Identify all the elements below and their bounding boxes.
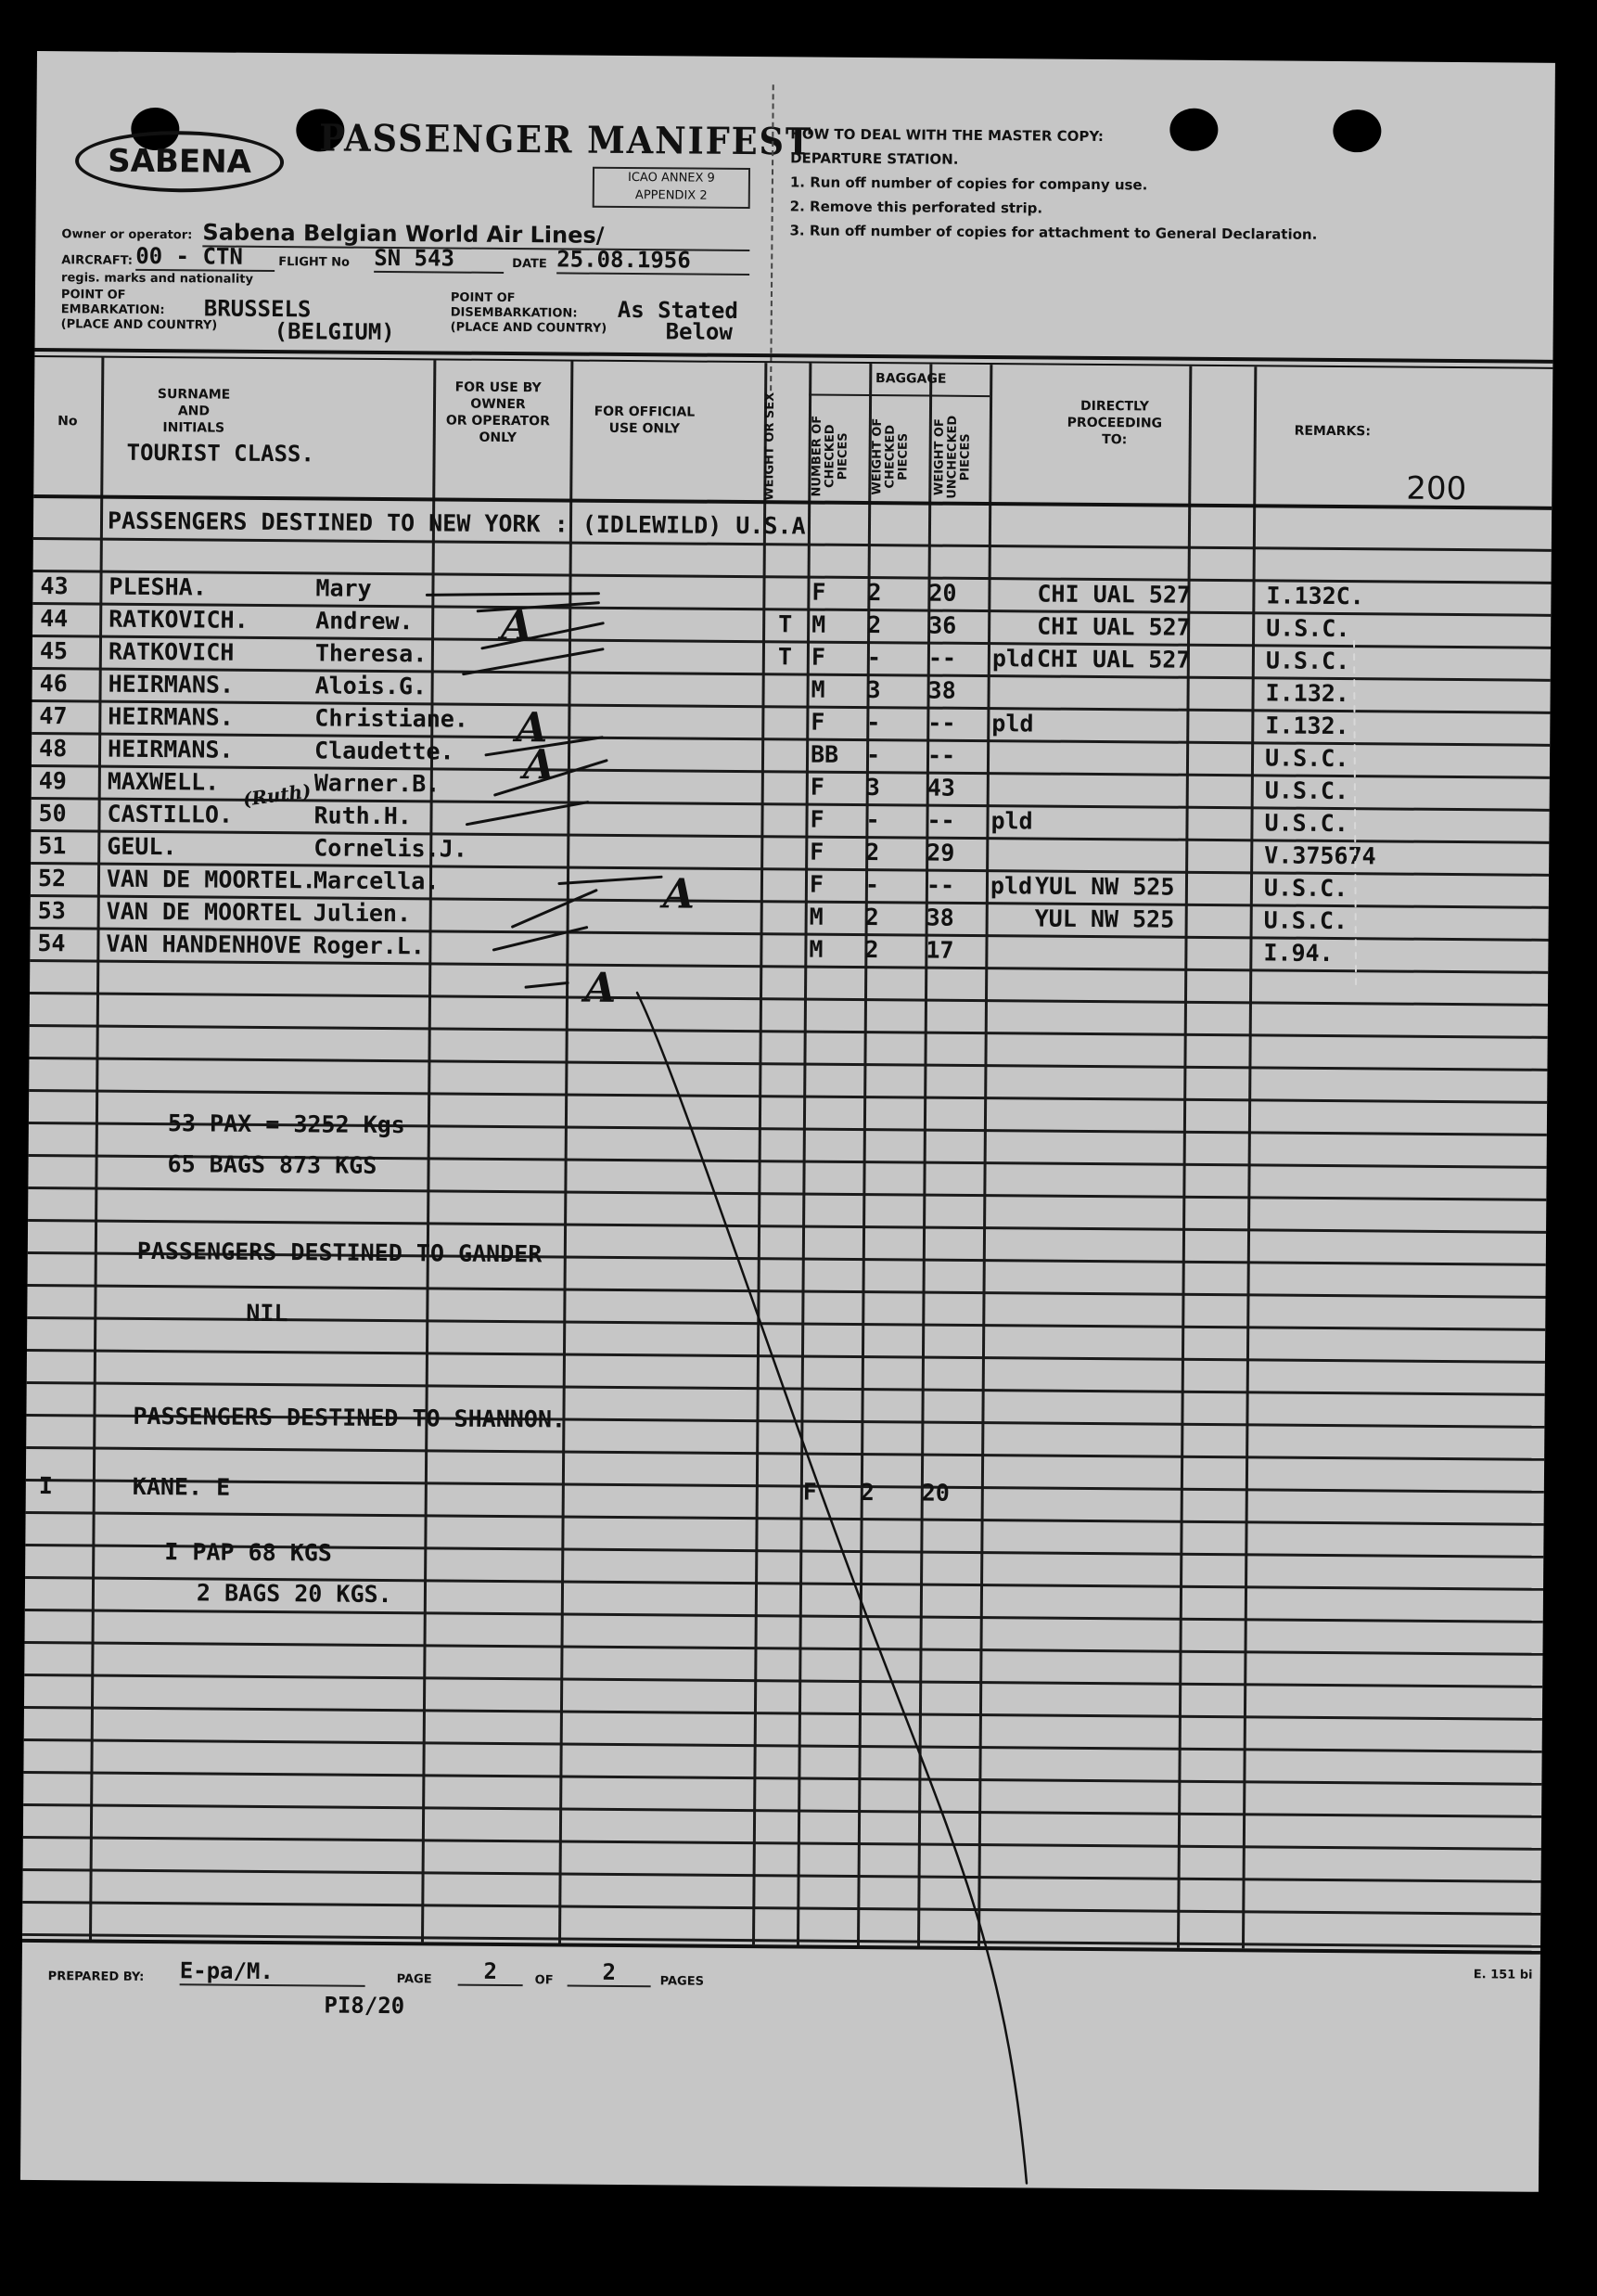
totals-shannon-1: I PAP 68 KGS xyxy=(164,1538,333,1567)
date-label: DATE xyxy=(512,257,547,272)
instructions-step-3: 3. Run off number of copies for attachment to General Declaration. xyxy=(789,222,1318,243)
col-header-owner-4: ONLY xyxy=(479,430,517,446)
col-header-surname-3: INITIALS xyxy=(162,420,225,436)
passenger-surname: MAXWELL. xyxy=(107,767,220,796)
ink-stroke xyxy=(482,622,603,649)
page-title: PASSENGER MANIFEST xyxy=(319,116,813,164)
faint-mark xyxy=(1351,641,1359,989)
section-new-york: PASSENGERS DESTINED TO NEW YORK : (IDLEWILD) U.S.A xyxy=(107,507,806,540)
shannon-passenger-weight: 20 xyxy=(921,1479,951,1507)
passenger-sex: F xyxy=(809,870,824,898)
instructions-title-2: DEPARTURE STATION. xyxy=(790,149,959,168)
passenger-unchecked: pld xyxy=(990,872,1033,900)
col-header-directly-1: DIRECTLY xyxy=(1080,398,1150,415)
sabena-logo: SABENA xyxy=(75,130,285,193)
passenger-weight: 20 xyxy=(928,579,957,607)
passenger-unchecked: pld xyxy=(991,645,1035,673)
col-header-directly-2: PROCEEDING xyxy=(1067,415,1163,431)
passenger-first: Andrew. xyxy=(315,607,414,635)
ink-stroke xyxy=(464,648,603,675)
passenger-sex: F xyxy=(810,838,824,866)
passenger-weight: -- xyxy=(926,806,955,834)
class-label: TOURIST CLASS. xyxy=(126,439,315,468)
section-shannon: PASSENGERS DESTINED TO SHANNON. xyxy=(133,1402,567,1433)
flight-value: SN 543 xyxy=(374,245,504,274)
passenger-pieces: - xyxy=(864,871,880,899)
embark-country: (BELGIUM) xyxy=(274,318,395,346)
disembark-label-1: POINT OF xyxy=(450,290,516,306)
passenger-t: T xyxy=(778,610,793,638)
passenger-proceed: YUL NW 525 xyxy=(1034,904,1175,933)
ink-stroke xyxy=(427,592,598,596)
regis-label: regis. marks and nationality xyxy=(61,271,254,287)
passenger-pieces: 2 xyxy=(867,611,882,639)
passenger-first: Roger.L. xyxy=(313,931,425,960)
col-header-owner-2: OWNER xyxy=(470,396,526,413)
passenger-first: Warner.B. xyxy=(313,769,441,798)
passenger-weight: 38 xyxy=(926,904,954,931)
passenger-unchecked: pld xyxy=(991,710,1034,738)
passenger-weight: 43 xyxy=(926,774,956,802)
col-header-surname-1: SURNAME xyxy=(157,387,231,403)
section-gander: PASSENGERS DESTINED TO GANDER xyxy=(136,1237,543,1268)
manifest-sheet xyxy=(20,51,1555,2192)
totals-shannon-2: 2 BAGS 20 KGS. xyxy=(196,1579,392,1609)
shannon-passenger-pieces: 2 xyxy=(860,1479,875,1507)
passenger-no: 52 xyxy=(37,865,67,892)
passenger-remarks: I.132. xyxy=(1265,679,1350,708)
passenger-no: 46 xyxy=(39,670,68,698)
ink-stroke xyxy=(513,890,596,928)
passenger-pieces: - xyxy=(865,806,880,834)
passenger-surname: VAN DE MOORTEL. xyxy=(106,865,316,894)
date-value: 25.08.1956 xyxy=(556,246,749,276)
passenger-pieces: 2 xyxy=(867,579,882,607)
handwritten-mark-a: A xyxy=(500,601,533,650)
passenger-proceed: CHI UAL 527 xyxy=(1036,645,1191,673)
passenger-no: 44 xyxy=(40,605,69,633)
passenger-remarks: U.S.C. xyxy=(1266,614,1350,643)
col-header-official-2: USE ONLY xyxy=(608,420,681,437)
passenger-weight: 36 xyxy=(928,611,957,639)
col-header-remarks: REMARKS: xyxy=(1294,423,1372,440)
ink-stroke xyxy=(559,876,661,884)
disembark-value-2: Below xyxy=(665,318,734,345)
page-value: 2 xyxy=(458,1958,523,1987)
embark-label-2: EMBARKATION: xyxy=(60,302,165,318)
ink-stroke xyxy=(526,982,568,987)
passenger-proceed: CHI UAL 527 xyxy=(1037,580,1192,609)
passenger-pieces: - xyxy=(866,709,881,737)
operator-label: Owner or operator: xyxy=(61,227,193,243)
passenger-no: 54 xyxy=(37,930,66,957)
of-value: 2 xyxy=(568,1959,651,1988)
passenger-no: 51 xyxy=(38,832,67,860)
passenger-surname: GEUL. xyxy=(107,832,177,861)
passenger-pieces: 2 xyxy=(864,936,879,964)
passenger-surname: CASTILLO. xyxy=(107,800,234,828)
passenger-t: T xyxy=(777,643,793,671)
col-header-baggage: BAGGAGE xyxy=(875,371,947,387)
totals-newyork-2: 65 BAGS 873 KGS xyxy=(167,1150,377,1179)
handwritten-note-maxwell: (Ruth) xyxy=(241,779,313,811)
pages-label: PAGES xyxy=(659,1974,705,1989)
col-header-directly-3: TO: xyxy=(1102,432,1128,448)
passenger-remarks: U.S.C. xyxy=(1264,809,1348,838)
of-label: OF xyxy=(534,1973,554,1988)
passenger-surname: HEIRMANS. xyxy=(108,670,235,699)
passenger-first: Christiane. xyxy=(314,704,469,733)
passenger-remarks: U.S.C. xyxy=(1264,744,1349,773)
passenger-pieces: - xyxy=(866,644,882,672)
passenger-surname: RATKOVICH. xyxy=(109,605,249,634)
handwritten-mark-a: A xyxy=(516,704,548,752)
passenger-no: 45 xyxy=(39,637,69,665)
passenger-first: Julien. xyxy=(313,899,412,928)
col-header-unchecked-weight-2: UNCHECKED xyxy=(945,415,960,499)
passenger-remarks: I.132. xyxy=(1265,712,1349,740)
col-header-no: No xyxy=(57,414,78,430)
col-header-unchecked-weight-1: WEIGHT OF xyxy=(932,418,947,496)
col-header-surname-2: AND xyxy=(177,404,211,419)
col-header-owner-3: OR OPERATOR xyxy=(445,413,550,430)
passenger-remarks: U.S.C. xyxy=(1265,647,1350,675)
embark-label-1: POINT OF xyxy=(60,288,126,302)
shannon-passenger-name: KANE. E xyxy=(132,1472,231,1501)
ink-stroke xyxy=(478,602,598,612)
passenger-no: 43 xyxy=(40,572,69,600)
passenger-surname: PLESHA. xyxy=(109,572,207,601)
col-header-checked-pieces-2: CHECKED xyxy=(823,424,837,489)
passenger-first: Cornelis.J. xyxy=(313,834,467,863)
passenger-remarks: U.S.C. xyxy=(1263,874,1348,903)
passenger-first: Ruth.H. xyxy=(313,802,413,830)
col-header-checked-weight-3: PIECES xyxy=(896,432,911,481)
aircraft-value: 00 - CTN xyxy=(135,243,275,272)
passenger-weight: -- xyxy=(926,741,956,769)
passenger-remarks: U.S.C. xyxy=(1263,906,1348,935)
prepared-label: PREPARED BY: xyxy=(47,1969,145,1984)
passenger-no: 48 xyxy=(38,735,68,763)
form-code: E. 151 bi xyxy=(1473,1968,1533,1982)
passenger-no: 49 xyxy=(38,767,68,795)
col-header-checked-weight-2: CHECKED xyxy=(883,424,898,489)
passenger-first: Alois.G. xyxy=(314,672,428,700)
passenger-remarks: V.375674 xyxy=(1264,841,1376,870)
passenger-sex: M xyxy=(811,610,826,638)
remarks-number: 200 xyxy=(1406,469,1467,508)
passenger-weight: -- xyxy=(927,644,957,672)
passenger-proceed: CHI UAL 527 xyxy=(1037,612,1191,641)
col-header-checked-weight-1: WEIGHT OF xyxy=(870,417,885,495)
passenger-proceed: YUL NW 525 xyxy=(1034,872,1175,901)
embark-label-3: (PLACE AND COUNTRY) xyxy=(60,317,218,333)
passenger-sex: BB xyxy=(810,740,839,768)
passenger-first: Marcella. xyxy=(313,866,440,895)
passenger-pieces: 3 xyxy=(865,774,880,802)
instructions-step-2: 2. Remove this perforated strip. xyxy=(789,198,1043,217)
passenger-sex: F xyxy=(811,578,826,606)
col-header-checked-pieces-3: PIECES xyxy=(836,432,850,481)
passenger-surname: HEIRMANS. xyxy=(108,702,234,731)
disembark-value-1: As Stated xyxy=(617,296,738,324)
passenger-remarks: I.132C. xyxy=(1266,582,1364,610)
passenger-pieces: 2 xyxy=(865,839,880,866)
icao-line-2: APPENDIX 2 xyxy=(634,188,708,203)
passenger-pieces: 3 xyxy=(866,676,881,704)
ink-stroke xyxy=(495,760,607,796)
ink-stroke xyxy=(493,927,586,951)
reference-code: PI8/20 xyxy=(324,1992,405,2020)
passenger-sex: F xyxy=(810,773,824,801)
prepared-value: E-pa/M. xyxy=(180,1957,365,1987)
ink-strokes xyxy=(20,51,1555,2192)
col-header-owner-1: FOR USE BY xyxy=(454,379,542,396)
passenger-weight: -- xyxy=(927,709,956,737)
ink-stroke xyxy=(466,802,587,826)
passenger-unchecked: pld xyxy=(990,807,1033,835)
ink-stroke xyxy=(486,737,602,756)
col-header-official-1: FOR OFFICIAL xyxy=(594,404,696,420)
passenger-sex: M xyxy=(811,675,825,703)
diagonal-cancel-line xyxy=(628,993,1036,2183)
passenger-remarks: U.S.C. xyxy=(1264,776,1349,805)
passenger-surname: VAN DE MOORTEL xyxy=(106,897,302,927)
passenger-first: Theresa. xyxy=(314,639,428,668)
passenger-sex: M xyxy=(809,903,824,930)
handwritten-mark-a: A xyxy=(583,964,617,1012)
disembark-label-3: (PLACE AND COUNTRY) xyxy=(450,320,607,336)
passenger-weight: 17 xyxy=(926,936,954,964)
disembark-label-2: DISEMBARKATION: xyxy=(450,305,578,321)
passenger-sex: F xyxy=(811,643,826,671)
handwritten-mark-a: A xyxy=(522,741,556,789)
col-header-checked-pieces-1: NUMBER OF xyxy=(810,415,824,497)
shannon-passenger-no: I xyxy=(38,1472,54,1500)
handwritten-mark-a: A xyxy=(662,870,696,918)
embark-value: BRUSSELS xyxy=(203,295,312,323)
passenger-weight: 38 xyxy=(927,676,956,704)
passenger-no: 53 xyxy=(37,897,66,925)
passenger-sex: M xyxy=(809,935,824,963)
aircraft-label: AIRCRAFT: xyxy=(61,253,134,268)
passenger-no: 47 xyxy=(39,702,68,730)
passenger-first: Mary xyxy=(315,574,372,602)
passenger-surname: VAN HANDENHOVE xyxy=(106,930,302,959)
passenger-surname: RATKOVICH xyxy=(108,637,235,666)
passenger-remarks: I.94. xyxy=(1263,939,1334,968)
passenger-weight: -- xyxy=(926,871,955,899)
passenger-first: Claudette. xyxy=(313,737,454,765)
instructions-step-1: 1. Run off number of copies for company use. xyxy=(789,173,1148,194)
icao-line-1: ICAO ANNEX 9 xyxy=(627,171,715,186)
page-label: PAGE xyxy=(396,1972,432,1987)
flight-label: FLIGHT No xyxy=(278,255,351,270)
col-header-unchecked-weight-3: PIECES xyxy=(958,433,973,481)
gander-nil: NIL xyxy=(246,1299,288,1328)
passenger-sex: F xyxy=(811,708,825,736)
passenger-surname: HEIRMANS. xyxy=(107,735,234,763)
operator-value: Sabena Belgian World Air Lines/ xyxy=(202,219,749,251)
passenger-pieces: 2 xyxy=(864,904,879,931)
passenger-sex: F xyxy=(810,805,824,833)
col-header-weight-sex: WEIGHT OR SEX xyxy=(762,391,778,501)
passenger-pieces: - xyxy=(865,741,881,769)
passenger-weight: 29 xyxy=(926,839,955,866)
shannon-passenger-sex: F xyxy=(802,1478,818,1506)
instructions-title-1: HOW TO DEAL WITH THE MASTER COPY: xyxy=(790,125,1105,146)
passenger-no: 50 xyxy=(38,800,67,827)
totals-newyork-1: 53 PAX = 3252 Kgs xyxy=(167,1110,405,1139)
